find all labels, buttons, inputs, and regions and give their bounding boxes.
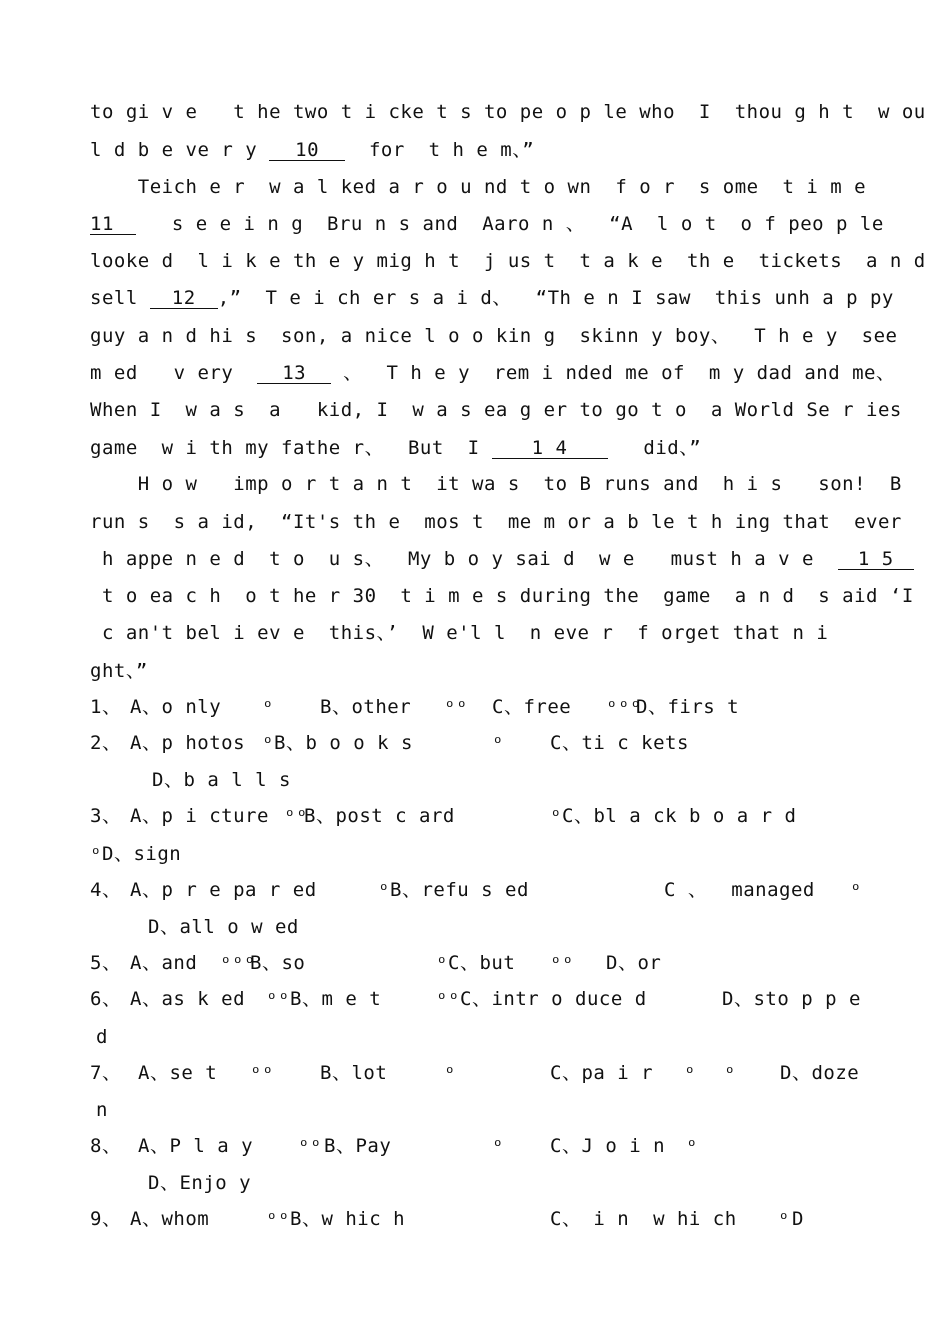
option-spacer: ᵒᵒ bbox=[284, 805, 308, 827]
option-spacer: ᵒ bbox=[686, 1135, 698, 1157]
blank-10: 10 bbox=[269, 140, 345, 161]
option-spacer: ᵒ bbox=[684, 1062, 696, 1084]
option-a: A、o nly bbox=[130, 696, 246, 718]
passage-line: t o ea c h o t he r 30 t i m e s during the game a n d s aid ‘I bbox=[90, 585, 914, 607]
option-b: B、w hic h bbox=[290, 1208, 406, 1230]
option-spacer: ᵒ bbox=[492, 1135, 504, 1157]
option-d: D、Enjo y bbox=[148, 1172, 252, 1194]
option-d: D、all o w ed bbox=[148, 916, 299, 938]
passage-line: Teich e r w a l ked a r o u nd t o wn f o r s ome t i m e bbox=[90, 176, 867, 198]
blank-14: 1 4 bbox=[492, 438, 608, 459]
option-spacer: ᵒᵒ bbox=[250, 1062, 274, 1084]
option-d-wrap: n bbox=[96, 1099, 108, 1121]
option-spacer: ᵒᵒ bbox=[436, 988, 460, 1010]
passage-line bbox=[90, 547, 894, 571]
option-b: B、so bbox=[250, 952, 306, 974]
question-number: 8、 bbox=[90, 1135, 122, 1157]
option-spacer: ᵒᵒᵒ bbox=[220, 952, 256, 974]
passage-line: to gi v e t he two t i cke t s to pe o p le who I thou g h t w ou bbox=[90, 101, 926, 123]
option-spacer: ᵒ bbox=[262, 696, 274, 718]
option-spacer: ᵒ bbox=[444, 1062, 456, 1084]
option-d: D、firs t bbox=[636, 696, 740, 718]
option-d: D、doze bbox=[780, 1062, 860, 1084]
option-b: B、b o o k s bbox=[274, 732, 413, 754]
blank-12: 12 bbox=[150, 288, 218, 309]
option-c: C、but bbox=[448, 952, 516, 974]
question-number: 7、 bbox=[90, 1062, 122, 1084]
option-b: B、m e t bbox=[290, 988, 382, 1010]
option-c: C 、 managed bbox=[664, 879, 815, 901]
passage-line: guy a n d hi s son, a nice l o o kin g skinn y boy、 T h e y see bbox=[90, 325, 898, 347]
question-number: 1、 bbox=[90, 696, 122, 718]
question-number: 5、 bbox=[90, 952, 122, 974]
question-number: 9、 bbox=[90, 1208, 122, 1230]
option-spacer: ᵒ bbox=[724, 1062, 736, 1084]
passage-text: h appe n e d t o u s、 My b o y sai d w e must h a v e bbox=[90, 548, 838, 570]
option-c: C、intr o duce d bbox=[460, 988, 647, 1010]
option-c: C、 i n w hi ch bbox=[550, 1208, 737, 1230]
passage-text: s e e i n g Bru n s and Aaro n 、 “A l o t o f peo p le bbox=[136, 213, 884, 235]
option-c: C、ti c kets bbox=[550, 732, 689, 754]
passage-line bbox=[90, 436, 860, 460]
passage-line bbox=[90, 361, 896, 385]
option-b: B、lot bbox=[320, 1062, 388, 1084]
passage-line bbox=[90, 286, 894, 310]
passage-text: game w i th my fathe r、 But I bbox=[90, 437, 492, 459]
option-d: D、sto p p e bbox=[722, 988, 861, 1010]
option-spacer: ᵒ bbox=[436, 952, 448, 974]
option-c: C、bl a ck b o a r d bbox=[562, 805, 797, 827]
option-d-wrap: d bbox=[96, 1026, 108, 1048]
passage-line bbox=[90, 138, 860, 162]
option-a: A、p hotos bbox=[130, 732, 257, 754]
question-number: 4、 bbox=[90, 879, 122, 901]
option-b: B、post c ard bbox=[304, 805, 455, 827]
passage-line: looke d l i k e th e y mig h t j us t t a k e th e tickets a n d bbox=[90, 250, 926, 272]
option-d: D、or bbox=[606, 952, 662, 974]
passage-text: m ed v ery bbox=[90, 362, 258, 384]
passage-text: 、 T h e y rem i nded me of m y dad and me、 bbox=[331, 362, 896, 384]
option-a: A、p r e pa r ed bbox=[130, 879, 317, 901]
passage-text: did、” bbox=[607, 437, 702, 459]
option-a: A、P l a y bbox=[138, 1135, 254, 1157]
option-spacer: ᵒ bbox=[550, 805, 562, 827]
option-c: C、free bbox=[492, 696, 596, 718]
passage-line: c an't bel i ev e this、’ W e'l l n eve r f orget that n i bbox=[90, 622, 829, 644]
passage-line: ght、” bbox=[90, 660, 148, 682]
option-spacer: ᵒ bbox=[262, 732, 274, 754]
question-number: 6、 bbox=[90, 988, 122, 1010]
passage-line: H o w imp o r t a n t it wa s to B runs and h i s son! B bbox=[90, 473, 902, 495]
option-a: A、p i cture bbox=[130, 805, 281, 827]
option-spacer: ᵒ bbox=[778, 1208, 790, 1230]
question-number: 2、 bbox=[90, 732, 122, 754]
option-a: A、and bbox=[130, 952, 210, 974]
option-c: C、pa i r bbox=[550, 1062, 654, 1084]
option-d: D、sign bbox=[102, 843, 182, 865]
passage-text: l d b e ve r y bbox=[90, 139, 270, 161]
option-spacer: ᵒᵒ bbox=[266, 988, 290, 1010]
option-d: D、b a l l s bbox=[152, 769, 291, 791]
blank-11: 11 bbox=[90, 214, 136, 235]
blank-15: 1 5 bbox=[838, 549, 914, 570]
passage-line: When I w a s a kid, I w a s ea g er to go t o a World Se r ies bbox=[90, 399, 902, 421]
option-spacer: ᵒᵒ bbox=[298, 1135, 322, 1157]
option-b: B、refu s ed bbox=[390, 879, 529, 901]
option-spacer: ᵒᵒ bbox=[444, 696, 468, 718]
option-spacer: ᵒᵒ bbox=[550, 952, 574, 974]
passage-text: for t h e m、” bbox=[345, 139, 535, 161]
option-d: D bbox=[792, 1208, 804, 1230]
option-c: C、J o i n bbox=[550, 1135, 666, 1157]
option-spacer: ᵒᵒ bbox=[266, 1208, 290, 1230]
option-b: B、Pay bbox=[324, 1135, 392, 1157]
option-b: B、other bbox=[320, 696, 424, 718]
option-spacer: ᵒᵒᵒ bbox=[606, 696, 642, 718]
option-spacer: ᵒ bbox=[492, 732, 504, 754]
option-spacer: ᵒ bbox=[90, 843, 102, 865]
option-spacer: ᵒ bbox=[850, 879, 862, 901]
option-a: A、as k ed bbox=[130, 988, 246, 1010]
passage-line: run s s a id, “It's th e mos t me m or a b le t h ing that ever bbox=[90, 511, 902, 533]
passage-line bbox=[90, 212, 884, 236]
option-a: A、whom bbox=[130, 1208, 210, 1230]
passage-text: sell bbox=[90, 287, 150, 309]
blank-13: 13 bbox=[257, 363, 331, 384]
question-number: 3、 bbox=[90, 805, 122, 827]
passage-text: ,” T e i ch er s a i d、 “Th e n I saw this unh a p py bbox=[217, 287, 894, 309]
option-a: A、se t bbox=[138, 1062, 230, 1084]
option-spacer: ᵒ bbox=[378, 879, 390, 901]
